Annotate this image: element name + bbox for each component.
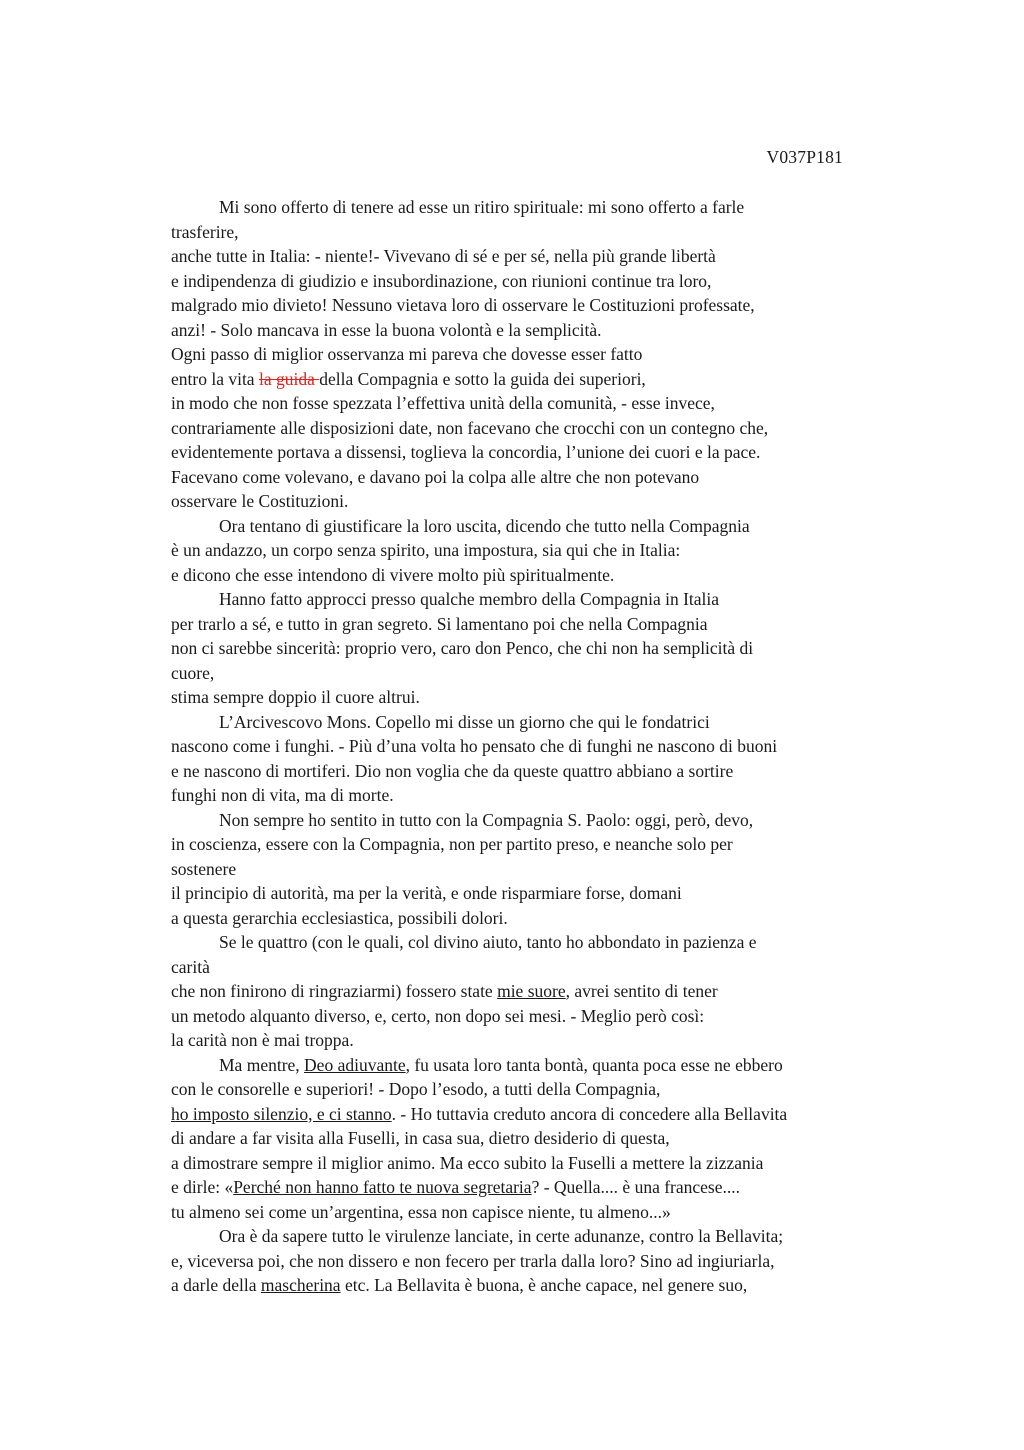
text-segment: ? - Quella.... è una francese....	[531, 1177, 740, 1197]
text-segment: . - Ho tuttavia creduto ancora di concedere alla Bellavita	[391, 1103, 788, 1124]
text-segment: Ora tentano di giustificare la loro uscita, dicendo che tutto nella Compagnia	[219, 515, 750, 536]
text-segment: Ogni passo di miglior osservanza mi pareva che dovesse esser fatto	[171, 344, 643, 364]
text-line	[171, 881, 906, 906]
text-line	[171, 244, 906, 269]
text-segment: che non finirono di ringraziarmi) fossero state	[171, 981, 498, 1001]
text-segment: in coscienza, essere con la Compagnia, non per partito preso, e neanche solo per	[171, 834, 733, 854]
text-line	[171, 440, 906, 465]
text-line	[171, 1175, 906, 1200]
text-line	[171, 759, 906, 784]
text-line	[171, 1077, 906, 1102]
underlined-text: mie suore	[497, 981, 566, 1001]
text-line	[171, 269, 906, 294]
text-segment: Ora è da sapere tutto le virulenze lanciate, in certe adunanze, contro la Bellavita;	[219, 1226, 784, 1246]
underlined-text: mascherina	[260, 1275, 341, 1295]
text-line	[171, 318, 906, 343]
text-line	[171, 906, 906, 931]
text-line	[171, 1028, 906, 1053]
text-line	[171, 1224, 906, 1249]
text-line	[171, 1273, 906, 1298]
text-segment: Facevano come volevano, e davano poi la colpa alle altre che non potevano	[171, 466, 700, 487]
text-segment: cuore,	[171, 662, 215, 683]
text-segment: stima sempre doppio il cuore altrui.	[171, 687, 420, 707]
letter-body-text	[171, 195, 906, 1298]
text-line	[171, 489, 906, 514]
text-line	[171, 1053, 906, 1078]
text-segment: della Compagnia e sotto la guida dei superiori,	[319, 368, 646, 389]
text-segment: contrariamente alle disposizioni date, non facevano che crocchi con un contegno che,	[171, 417, 769, 438]
text-segment: a questa gerarchia ecclesiastica, possibili dolori.	[171, 907, 508, 928]
text-segment: Hanno fatto approcci presso qualche membro della Compagnia in Italia	[219, 589, 720, 609]
text-segment: evidentemente portava a dissensi, toglieva la concordia, l’unione dei cuori e la pace.	[171, 442, 761, 462]
text-line	[171, 808, 906, 833]
text-segment: il principio di autorità, ma per la verità, e onde risparmiare forse, domani	[171, 883, 682, 903]
text-line	[171, 342, 906, 367]
text-segment: è un andazzo, un corpo senza spirito, una impostura, sia qui che in Italia:	[171, 540, 681, 560]
text-line	[171, 710, 906, 735]
text-segment: non ci sarebbe sincerità: proprio vero, caro don Penco, che chi non ha semplicità di	[171, 638, 754, 658]
text-segment: anzi! - Solo mancava in esse la buona volontà e la semplicità.	[171, 319, 602, 340]
text-line	[171, 195, 906, 220]
underlined-text: Perché non hanno fatto te nuova segretaria	[233, 1177, 532, 1197]
text-segment: a dimostrare sempre il miglior animo. Ma ecco subito la Fuselli a mettere la zizzania	[171, 1152, 764, 1173]
text-line	[171, 1151, 906, 1176]
text-segment: e, viceversa poi, che non dissero e non fecero per trarla dalla loro? Sino ad ingiuriarla,	[171, 1250, 775, 1271]
text-line	[171, 391, 906, 416]
text-segment: e dicono che esse intendono di vivere molto più spiritualmente.	[171, 564, 615, 585]
text-line	[171, 1102, 906, 1127]
text-line	[171, 661, 906, 686]
text-line	[171, 416, 906, 441]
text-line	[171, 1126, 906, 1151]
text-segment: funghi non di vita, ma di morte.	[171, 785, 394, 805]
text-line	[171, 1004, 906, 1029]
text-line	[171, 514, 906, 539]
text-line	[171, 832, 906, 857]
deleted-text: la guida	[258, 368, 320, 389]
text-segment: a darle della	[171, 1275, 261, 1295]
text-segment: con le consorelle e superiori! - Dopo l’esodo, a tutti della Compagnia,	[171, 1079, 661, 1099]
text-line	[171, 930, 906, 955]
text-segment: entro la vita	[171, 368, 259, 389]
text-segment: Ma mentre,	[219, 1054, 305, 1075]
text-line	[171, 685, 906, 710]
page-identifier: V037P181	[766, 147, 843, 167]
text-line	[171, 465, 906, 490]
underlined-text: ho imposto silenzio, e ci stanno	[171, 1103, 392, 1124]
text-line	[171, 538, 906, 563]
text-segment: la carità non è mai troppa.	[171, 1030, 354, 1050]
text-segment: di andare a far visita alla Fuselli, in casa sua, dietro desiderio di questa,	[171, 1128, 670, 1148]
text-line	[171, 783, 906, 808]
text-segment: anche tutte in Italia: - niente!- Vivevano di sé e per sé, nella più grande libertà	[171, 246, 716, 266]
text-segment: tu almeno sei come un’argentina, essa non capisce niente, tu almeno...»	[171, 1201, 671, 1222]
text-segment: in modo che non fosse spezzata l’effettiva unità della comunità, - esse invece,	[171, 393, 715, 413]
text-line	[171, 1200, 906, 1225]
text-segment: e ne nascono di mortiferi. Dio non voglia che da queste quattro abbiano a sortire	[171, 760, 734, 781]
text-line	[171, 612, 906, 637]
text-segment: un metodo alquanto diverso, e, certo, non dopo sei mesi. - Meglio però così:	[171, 1005, 705, 1026]
text-segment: per trarlo a sé, e tutto in gran segreto. Si lamentano poi che nella Compagnia	[171, 613, 708, 634]
text-segment: Se le quattro (con le quali, col divino aiuto, tanto ho abbondato in pazienza e	[219, 932, 757, 952]
text-segment: malgrado mio divieto! Nessuno vietava loro di osservare le Costituzioni professate,	[171, 295, 755, 315]
text-line	[171, 734, 906, 759]
text-line	[171, 367, 906, 392]
text-line	[171, 979, 906, 1004]
text-segment: nascono come i funghi. - Più d’una volta ho pensato che di funghi ne nascono di buoni	[171, 736, 778, 756]
text-line	[171, 293, 906, 318]
text-line	[171, 857, 906, 882]
text-segment: L’Arcivescovo Mons. Copello mi disse un giorno che qui le fondatrici	[219, 711, 710, 732]
text-segment: etc. La Bellavita è buona, è anche capace, nel genere suo,	[340, 1275, 748, 1295]
text-line	[171, 955, 906, 980]
text-segment: sostenere	[171, 858, 237, 879]
text-segment: carità	[171, 956, 210, 977]
text-segment: , avrei sentito di tener	[565, 981, 718, 1001]
text-segment: , fu usata loro tanta bontà, quanta poca esse ne ebbero	[405, 1054, 783, 1075]
underlined-text: Deo adiuvante	[304, 1054, 406, 1075]
text-segment: Non sempre ho sentito in tutto con la Compagnia S. Paolo: oggi, però, devo,	[219, 809, 754, 830]
text-segment: e indipendenza di giudizio e insubordinazione, con riunioni continue tra loro,	[171, 270, 712, 291]
text-line	[171, 1249, 906, 1274]
text-line	[171, 220, 906, 245]
text-segment: trasferire,	[171, 221, 239, 242]
text-segment: osservare le Costituzioni.	[171, 491, 349, 511]
text-segment: Mi sono offerto di tenere ad esse un ritiro spirituale: mi sono offerto a farle	[219, 197, 745, 217]
text-line	[171, 587, 906, 612]
text-line	[171, 636, 906, 661]
text-line	[171, 563, 906, 588]
text-segment: e dirle: «	[171, 1177, 234, 1197]
